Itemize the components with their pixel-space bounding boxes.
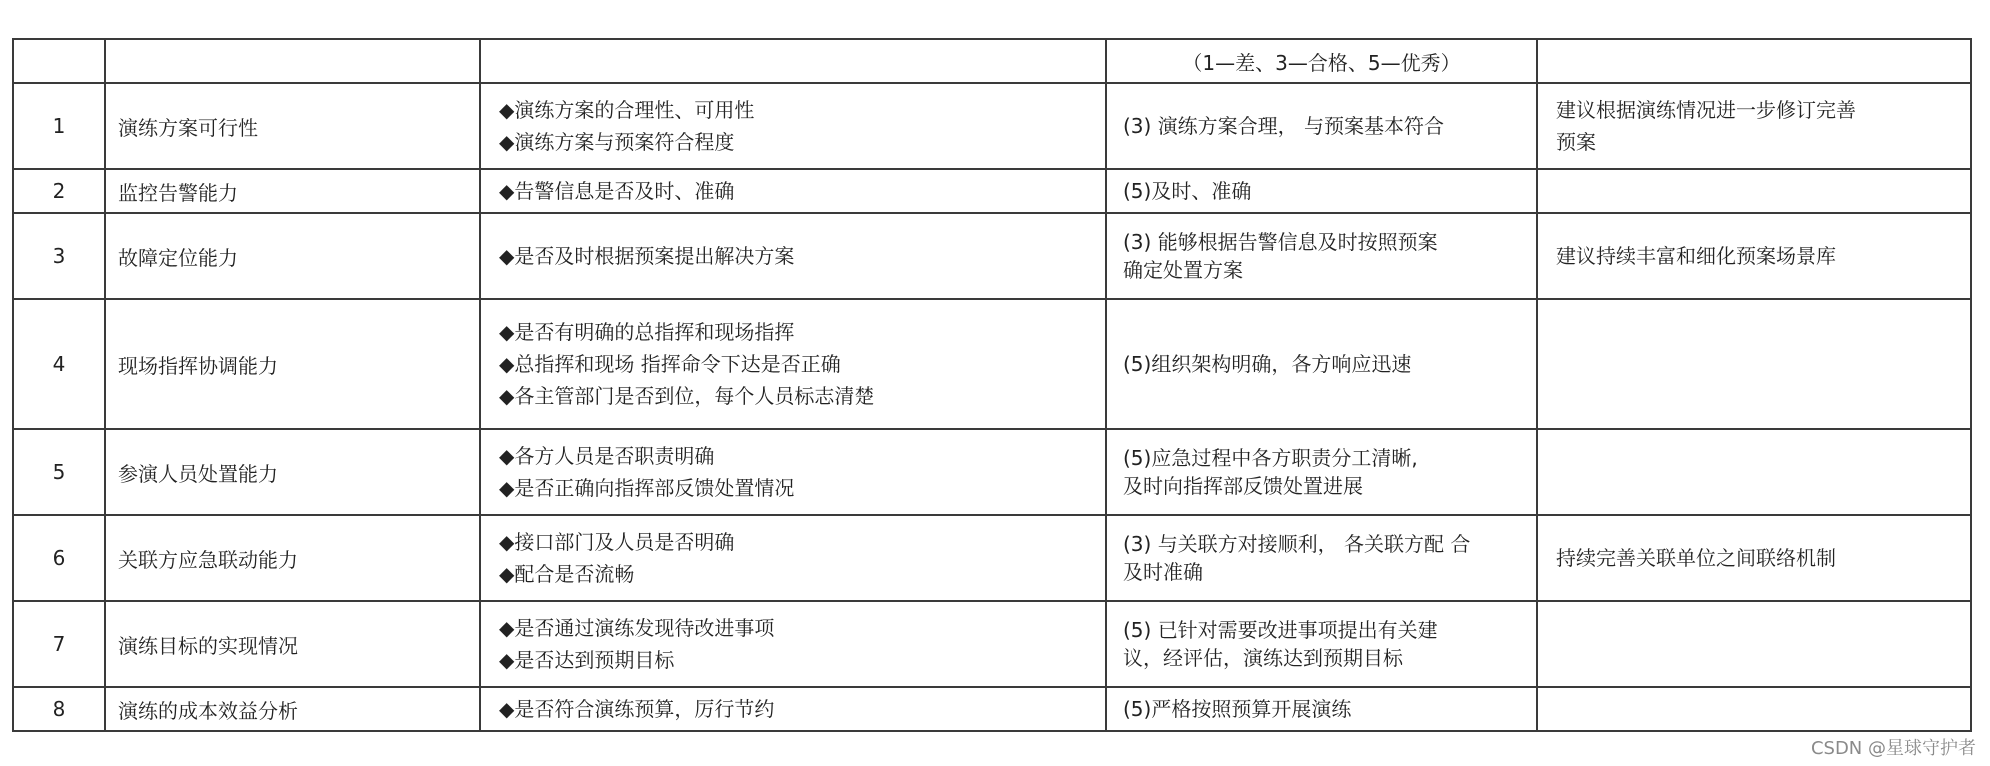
suggestion-line: 预案 xyxy=(1556,130,1596,154)
criteria-line: ◆各主管部门是否到位，每个人员标志清楚 xyxy=(499,384,875,408)
criteria-line: ◆告警信息是否及时、准确 xyxy=(499,179,735,203)
table-row xyxy=(13,687,1971,731)
result-line: (3) 演练方案合理， 与预案基本符合 xyxy=(1123,114,1445,138)
criteria-cell xyxy=(480,429,1106,515)
row-number: 7 xyxy=(13,601,105,687)
table-row xyxy=(13,515,1971,601)
table-row xyxy=(13,429,1971,515)
criteria-cell xyxy=(480,169,1106,213)
criteria-cell xyxy=(480,299,1106,429)
criteria-line: ◆是否正确向指挥部反馈处置情况 xyxy=(499,476,795,500)
criteria-line: ◆总指挥和现场 指挥命令下达是否正确 xyxy=(499,352,841,376)
suggestion-cell xyxy=(1537,687,1971,731)
suggestion-line: 建议持续丰富和细化预案场景库 xyxy=(1556,244,1836,268)
criteria-line: ◆是否符合演练预算，厉行节约 xyxy=(499,697,775,721)
header-cell-criteria xyxy=(480,39,1106,83)
row-number: 2 xyxy=(13,169,105,213)
suggestion-cell xyxy=(1537,213,1971,299)
score-scale-label: （1—差、3—合格、5—优秀） xyxy=(1106,39,1537,83)
result-line: 议，经评估，演练达到预期目标 xyxy=(1123,646,1403,670)
table-row xyxy=(13,169,1971,213)
suggestion-cell xyxy=(1537,299,1971,429)
evaluation-table xyxy=(12,38,1972,732)
evaluation-item: 演练的成本效益分析 xyxy=(105,687,480,731)
watermark: CSDN @星球守护者 xyxy=(1810,738,1976,759)
suggestion-cell xyxy=(1537,601,1971,687)
criteria-line: ◆是否有明确的总指挥和现场指挥 xyxy=(499,320,795,344)
criteria-cell xyxy=(480,601,1106,687)
evaluation-item: 参演人员处置能力 xyxy=(105,429,480,515)
suggestion-cell xyxy=(1537,429,1971,515)
result-cell xyxy=(1106,299,1537,429)
result-line: 及时准确 xyxy=(1123,560,1203,584)
result-cell xyxy=(1106,687,1537,731)
result-line: 确定处置方案 xyxy=(1123,258,1243,282)
row-number: 1 xyxy=(13,83,105,169)
suggestion-cell xyxy=(1537,83,1971,169)
criteria-cell xyxy=(480,515,1106,601)
result-cell xyxy=(1106,83,1537,169)
criteria-cell xyxy=(480,83,1106,169)
criteria-line: ◆各方人员是否职责明确 xyxy=(499,444,715,468)
criteria-line: ◆演练方案的合理性、可用性 xyxy=(499,98,755,122)
result-line: (5) 已针对需要改进事项提出有关建 xyxy=(1123,618,1438,642)
row-number: 8 xyxy=(13,687,105,731)
header-cell-suggestion xyxy=(1537,39,1971,83)
header-cell-item xyxy=(105,39,480,83)
row-number: 6 xyxy=(13,515,105,601)
row-number: 5 xyxy=(13,429,105,515)
result-cell xyxy=(1106,213,1537,299)
evaluation-item: 现场指挥协调能力 xyxy=(105,299,480,429)
table-row xyxy=(13,601,1971,687)
header-cell-no xyxy=(13,39,105,83)
table-row xyxy=(13,299,1971,429)
result-line: (5)严格按照预算开展演练 xyxy=(1123,697,1352,721)
header-row xyxy=(13,39,1971,83)
evaluation-item: 监控告警能力 xyxy=(105,169,480,213)
suggestion-line: 建议根据演练情况进一步修订完善 xyxy=(1556,98,1856,122)
result-line: (5)组织架构明确，各方响应迅速 xyxy=(1123,352,1412,376)
evaluation-item: 演练目标的实现情况 xyxy=(105,601,480,687)
result-line: (5)及时、准确 xyxy=(1123,179,1252,203)
evaluation-item: 演练方案可行性 xyxy=(105,83,480,169)
result-cell xyxy=(1106,515,1537,601)
table-row xyxy=(13,213,1971,299)
criteria-line: ◆是否通过演练发现待改进事项 xyxy=(499,616,775,640)
suggestion-line: 持续完善关联单位之间联络机制 xyxy=(1556,546,1836,570)
criteria-line: ◆接口部门及人员是否明确 xyxy=(499,530,735,554)
result-cell xyxy=(1106,601,1537,687)
result-line: 及时向指挥部反馈处置进展 xyxy=(1123,474,1363,498)
criteria-line: ◆配合是否流畅 xyxy=(499,562,635,586)
criteria-line: ◆是否达到预期目标 xyxy=(499,648,675,672)
suggestion-cell xyxy=(1537,515,1971,601)
suggestion-cell xyxy=(1537,169,1971,213)
criteria-line: ◆是否及时根据预案提出解决方案 xyxy=(499,244,795,268)
evaluation-item: 故障定位能力 xyxy=(105,213,480,299)
evaluation-item: 关联方应急联动能力 xyxy=(105,515,480,601)
row-number: 4 xyxy=(13,299,105,429)
result-cell xyxy=(1106,429,1537,515)
criteria-line: ◆演练方案与预案符合程度 xyxy=(499,130,735,154)
table-row xyxy=(13,83,1971,169)
criteria-cell xyxy=(480,687,1106,731)
criteria-cell xyxy=(480,213,1106,299)
result-line: (3) 与关联方对接顺利， 各关联方配 合 xyxy=(1123,532,1471,556)
result-line: (3) 能够根据告警信息及时按照预案 xyxy=(1123,230,1438,254)
result-cell xyxy=(1106,169,1537,213)
result-line: (5)应急过程中各方职责分工清晰, xyxy=(1123,446,1418,470)
row-number: 3 xyxy=(13,213,105,299)
